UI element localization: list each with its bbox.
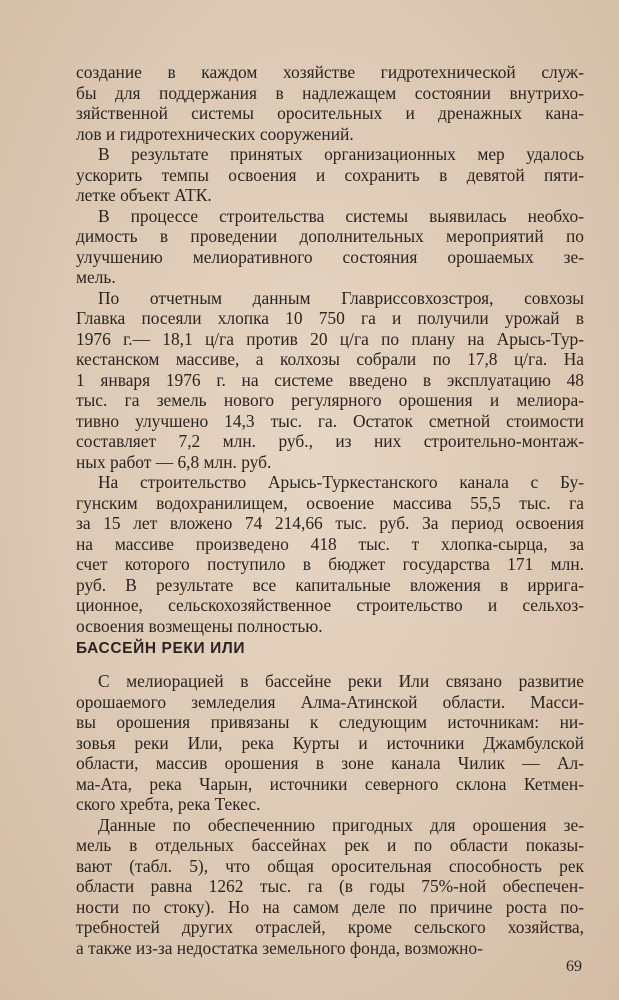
text-line: 1 января 1976 г. на системе введено в эксплуатацию 48: [76, 369, 584, 390]
paragraph: [76, 472, 584, 636]
text-line: гунским водохранилищем, освоение массива 55,5 тыс. га: [76, 492, 584, 513]
section-heading: БАССЕЙН РЕКИ ИЛИ: [76, 640, 246, 657]
text-line: создание в каждом хозяйстве гидротехнической служ-: [76, 62, 584, 82]
text-line: ускорить темпы освоения и сохранить в девятой пяти-: [76, 164, 584, 185]
text-line: вают (табл. 5), что общая оросительная способность рек: [76, 855, 584, 876]
text-line: ционное, сельскохозяйственное строительство и сельхоз-: [76, 595, 584, 615]
text-line: руб. В результате все капитальные вложения в ирригa-: [76, 574, 584, 595]
text-line: зовья реки Или, река Курты и источники Джамбулской: [76, 732, 584, 753]
text-line: требностей других отраслей, кроме сельского хозяйства,: [76, 917, 584, 937]
text-line: составляет 7,2 млн. руб., из них строительно-монтаж-: [76, 431, 584, 451]
text-line: Главка посеяли хлопка 10 750 га и получили урожай в: [76, 308, 584, 328]
text-line: мель.: [76, 267, 116, 287]
paragraph: [76, 144, 584, 206]
text-line: кестанском массиве, а колхозы собрали по 17,8 ц/га. На: [76, 349, 584, 369]
text-line: В результате принятых организационных мер удалось: [98, 144, 584, 164]
text-line: зяйственной системы оросительных и дренажных кана-: [76, 103, 584, 123]
body-text-top: [76, 62, 584, 636]
text-line: освоения возмещены полностью.: [76, 615, 323, 636]
text-line: С мелиорацией в бассейне реки Или связано развитие: [98, 671, 584, 691]
text-line: По отчетным данным Главриссовхозстроя, совхозы: [98, 287, 584, 308]
page-number: 69: [566, 958, 582, 975]
text-line: На строительство Арысь-Туркестанского канала с Бу-: [98, 472, 584, 492]
text-line: ского хребта, река Текес.: [76, 794, 261, 814]
text-line: Данные по обеспеченнию пригодных для орошения зе-: [98, 814, 584, 835]
paragraph: [76, 671, 584, 815]
text-line: счет которого поступило в бюджет государства 171 млн.: [76, 554, 584, 574]
text-line: летке объект АТК.: [76, 185, 212, 205]
text-line: за 15 лет вложено 74 214,66 тыс. руб. За период освоения: [76, 513, 584, 533]
text-line: бы для поддержания в надлежащем состоянии внутрихо-: [76, 82, 584, 103]
text-line: ности по стоку). Но на самом деле по причине роста по-: [76, 896, 584, 917]
text-line: В процессе строительства системы выявилась необхо-: [98, 205, 584, 226]
text-line: ма-Ата, река Чарын, источники северного склона Кетмен-: [76, 773, 584, 794]
paragraph: [76, 206, 584, 288]
text-line: лов и гидротехнических сооружений.: [76, 123, 354, 144]
text-line: орошаемого земледелия Алма-Атинской области. Масси-: [76, 691, 584, 712]
text-line: области равна 1262 тыс. га (в годы 75%-ной обеспечен-: [76, 876, 584, 896]
paragraph: [76, 62, 584, 144]
text-line: области, массив орошения в зоне канала Чилик — Ал-: [76, 753, 584, 773]
text-line: ных работ — 6,8 млн. руб.: [76, 451, 272, 472]
text-line: 1976 г.— 18,1 ц/га против 20 ц/га по плану на Арысь-Тур-: [76, 328, 584, 349]
paragraph: [76, 815, 584, 959]
text-line: мель в отдельных бассейнах рек и по области показы-: [76, 835, 584, 855]
body-text-bottom: [76, 671, 584, 958]
text-line: тыс. га земель нового регулярного орошения и мелиора-: [76, 390, 584, 410]
text-line: улучшению мелиоративного состояния орошаемых зе-: [76, 246, 584, 267]
text-line: тивно улучшено 14,3 тыс. га. Остаток сметной стоимости: [76, 410, 584, 431]
text-line: димость в проведении дополнительных мероприятий по: [76, 226, 584, 246]
text-line: вы орошения привязаны к следующим источникам: ни-: [76, 712, 584, 732]
paragraph: [76, 288, 584, 473]
text-line: на массиве произведено 418 тыс. т хлопка-сырца, за: [76, 533, 584, 554]
text-line: а также из-за недостатка земельного фонда, возможно-: [76, 937, 483, 958]
